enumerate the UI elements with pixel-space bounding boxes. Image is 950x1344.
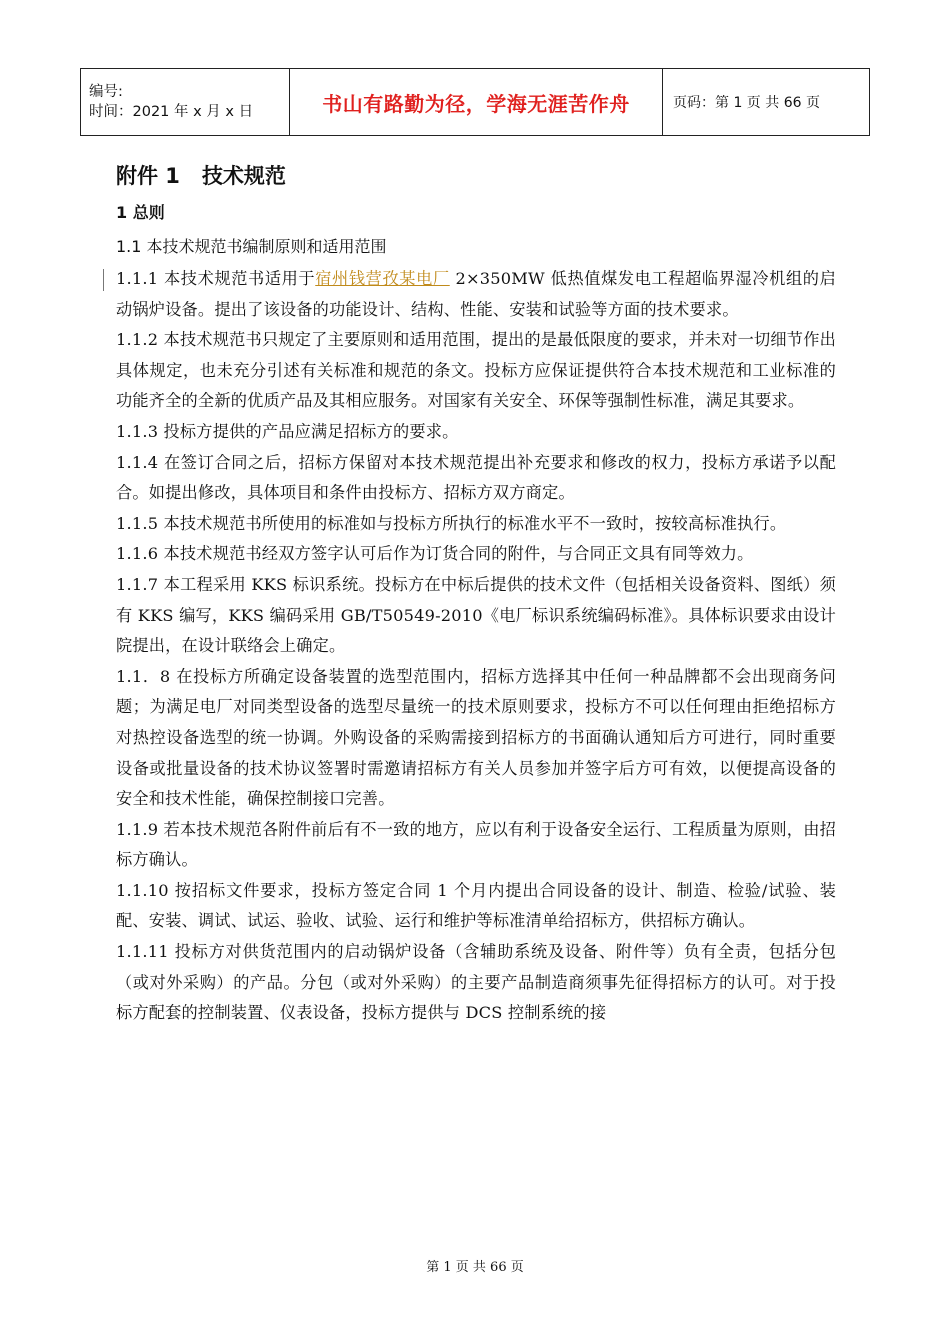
title-prefix: 附件 1	[116, 164, 180, 188]
header-table	[80, 68, 870, 136]
paragraph-1-1-3: 1.1.3 投标方提供的产品应满足招标方的要求。	[116, 421, 459, 441]
document-title	[116, 156, 836, 196]
page-footer: 第 1 页 共 66 页	[426, 1260, 524, 1275]
paragraph-1-1-6: 1.1.6 本技术规范书经双方签字认可后作为订货合同的附件，与合同正文具有同等效力。	[116, 544, 754, 564]
page-info: 页码：第 1 页 共 66 页	[663, 69, 870, 136]
header-meta-cell	[81, 69, 290, 136]
document-body	[116, 150, 836, 1029]
subsection-heading: 1.1 本技术规范书编制原则和适用范围	[116, 237, 387, 256]
paragraph-1-1-10: 1.1.10 按招标文件要求，投标方签定合同 1 个月内提出合同设备的设计、制造、检验/试验、装配、安装、调试、试运、验收、试验、运行和维护等标准清单给招标方，供招标方确认。	[116, 880, 836, 931]
highlighted-plant-name: 宿州钱营孜某电厂	[315, 269, 450, 288]
paragraph-1-1-4: 1.1.4 在签订合同之后，招标方保留对本技术规范提出补充要求和修改的权力，投标方承诺予以配合。如提出修改，具体项目和条件由投标方、招标方双方商定。	[116, 452, 836, 503]
title-main: 技术规范	[201, 164, 286, 188]
p1-text-b: 2×350MW 低热值煤发电工程超临界湿冷机组的启动锅炉设备。提出了该设备的功能设计、结构、性能、安装和试验等方面的技术要求。	[116, 269, 836, 319]
revision-bar	[103, 269, 104, 291]
p1-text-a: 1.1.1 本技术规范书适用于	[116, 269, 316, 288]
date-label: 时间：2021 年 x 月 x 日	[89, 104, 254, 120]
paragraph-1-1-5: 1.1.5 本技术规范书所使用的标准如与投标方所执行的标准水平不一致时，按较高标准执行。	[116, 513, 787, 533]
paragraph-1-1-1	[116, 264, 836, 325]
motto: 书山有路勤为径，学海无涯苦作舟	[290, 69, 663, 136]
paragraph-1-1-2: 1.1.2 本技术规范书只规定了主要原则和适用范围，提出的是最低限度的要求，并未对一切细节作出具体规定，也未充分引述有关标准和规范的条文。投标方应保证提供符合本技术规范和工业标准的功能齐全的全新的优质产品及其相应服务。对国家有关安全、环保等强制性标准，满足其要求。	[116, 330, 836, 411]
paragraph-1-1-8: 1.1．8 在投标方所确定设备装置的选型范围内，招标方选择其中任何一种品牌都不会出现商务问题；为满足电厂对同类型设备的选型尽量统一的技术原则要求，投标方不可以任何理由拒绝招标方对热控设备选型的统一协调。外购设备的采购需接到招标方的书面确认通知后方可进行，同时重要设备或批量设备的技术协议签署时需邀请招标方有关人员参加并签字后方可有效，以便提高设备的安全和技术性能，确保控制接口完善。	[116, 666, 836, 809]
number-label: 编号:	[89, 84, 123, 100]
paragraph-1-1-7: 1.1.7 本工程采用 KKS 标识系统。投标方在中标后提供的技术文件（包括相关设备资料、图纸）须有 KKS 编写，KKS 编码采用 GB/T50549-2010《电厂标识系统编码标准》。具体标识要求由设计院提出，在设计联络会上确定。	[116, 574, 836, 656]
paragraph-1-1-9: 1.1.9 若本技术规范各附件前后有不一致的地方，应以有利于设备安全运行、工程质量为原则，由招标方确认。	[116, 819, 836, 870]
section-heading: 1 总则	[116, 203, 165, 222]
paragraph-1-1-11: 1.1.11 投标方对供货范围内的启动锅炉设备（含辅助系统及设备、附件等）负有全责，包括分包（或对外采购）的产品。分包（或对外采购）的主要产品制造商须事先征得招标方的认可。对于投标方配套的控制装置、仪表设备，投标方提供与 DCS 控制系统的接	[116, 942, 836, 1023]
